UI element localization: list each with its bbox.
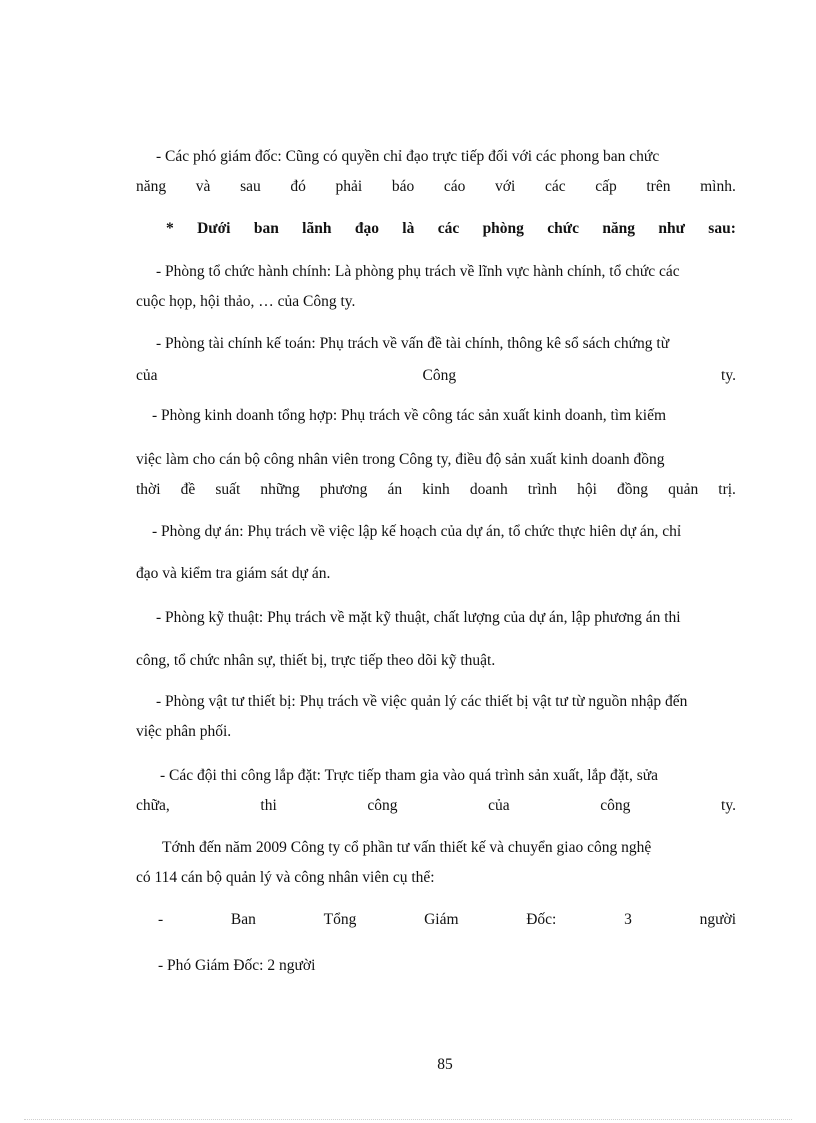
word: phòng xyxy=(482,220,524,237)
page-number: 85 xyxy=(437,1056,453,1073)
word: đạo xyxy=(354,220,379,237)
word: doanh xyxy=(469,481,508,498)
word: đề xyxy=(180,481,196,498)
word: 3 xyxy=(624,911,632,928)
word: Tổng xyxy=(323,911,357,928)
text-line xyxy=(136,177,736,197)
word: cáo xyxy=(443,178,466,195)
word: Ban xyxy=(230,911,256,928)
word: các xyxy=(437,220,460,237)
word: ty. xyxy=(721,797,736,814)
word: báo xyxy=(391,178,415,195)
word: sau: xyxy=(708,220,736,237)
word: chữa, xyxy=(136,797,170,814)
word: công xyxy=(367,797,398,814)
word: quản xyxy=(668,481,699,498)
word: công xyxy=(600,797,631,814)
text-line: - Phòng kỹ thuật: Phụ trách về mặt kỹ thuật, chất lượng của dự án, lập phương án thi xyxy=(156,609,681,626)
text-line: việc làm cho cán bộ công nhân viên trong Công ty, điều độ sản xuất kinh doanh đồng xyxy=(136,451,665,468)
word: Đốc: xyxy=(526,911,557,928)
word: như xyxy=(658,220,685,237)
word: án xyxy=(387,481,403,498)
text-line xyxy=(136,796,736,816)
word: đồng xyxy=(617,481,648,498)
word: đó xyxy=(290,178,306,195)
text-line: đạo và kiểm tra giám sát dự án. xyxy=(136,565,331,582)
text-line: - Phòng tổ chức hành chính: Là phòng phụ trách về lĩnh vực hành chính, tổ chức các xyxy=(156,263,680,280)
text-line: công, tổ chức nhân sự, thiết bị, trực tiếp theo dõi kỹ thuật. xyxy=(136,652,496,669)
section-heading xyxy=(166,219,736,239)
text-line: - Phòng kinh doanh tổng hợp: Phụ trách về công tác sản xuất kinh doanh, tìm kiếm xyxy=(152,407,667,424)
word: phương xyxy=(319,481,368,498)
word: của xyxy=(488,797,510,814)
text-line: - Phòng tài chính kế toán: Phụ trách về vấn đề tài chính, thông kê sổ sách chứng từ xyxy=(156,335,670,352)
text-line xyxy=(136,366,736,386)
page-bottom-rule xyxy=(24,1119,792,1120)
word: những xyxy=(260,481,300,498)
word: trên xyxy=(646,178,671,195)
word: sau xyxy=(240,178,261,195)
text-line: - Các đội thi công lắp đặt: Trực tiếp tham gia vào quá trình sản xuất, lắp đặt, sửa xyxy=(160,767,659,784)
word: với xyxy=(495,178,516,195)
word: hội xyxy=(577,481,597,498)
list-item xyxy=(158,910,736,930)
word: năng xyxy=(602,220,636,237)
word: phải xyxy=(335,178,363,195)
text-line: cuộc họp, hội thảo, … của Công ty. xyxy=(136,293,356,310)
word: trị. xyxy=(718,481,736,498)
word: * xyxy=(166,220,174,237)
word: cấp xyxy=(595,178,617,195)
text-line: - Phòng vật tư thiết bị: Phụ trách về việc quản lý các thiết bị vật tư từ nguồn nhập đến xyxy=(156,693,688,710)
word: chức xyxy=(547,220,579,237)
text-line: việc phân phối. xyxy=(136,723,232,740)
text-line: Tớnh đến năm 2009 Công ty cổ phần tư vấn thiết kế và chuyển giao công nghệ xyxy=(162,839,652,856)
word: và xyxy=(195,178,211,195)
word: ban xyxy=(253,220,279,237)
word: suất xyxy=(215,481,241,498)
word: thi xyxy=(260,797,277,814)
text-line: - Phòng dự án: Phụ trách về việc lập kế hoạch của dự án, tổ chức thực hiên dự án, chỉ xyxy=(152,523,682,540)
word: Công xyxy=(422,367,457,384)
word: ty. xyxy=(721,367,736,384)
word: mình. xyxy=(700,178,736,195)
text-line xyxy=(136,480,736,500)
word: người xyxy=(699,911,736,928)
word: các xyxy=(544,178,566,195)
word: Dưới xyxy=(197,220,231,237)
text-line: - Các phó giám đốc: Cũng có quyền chỉ đạo trực tiếp đối với các phong ban chức xyxy=(156,148,660,165)
word: Giám xyxy=(424,911,459,928)
word: kinh xyxy=(422,481,450,498)
word: thời xyxy=(136,481,161,498)
word: - xyxy=(158,911,164,928)
word: trình xyxy=(527,481,558,498)
word: của xyxy=(136,367,158,384)
word: là xyxy=(402,220,415,237)
list-item: - Phó Giám Đốc: 2 người xyxy=(158,957,316,974)
word: năng xyxy=(136,178,167,195)
word: lãnh xyxy=(302,220,332,237)
text-line: có 114 cán bộ quản lý và công nhân viên cụ thể: xyxy=(136,869,435,886)
